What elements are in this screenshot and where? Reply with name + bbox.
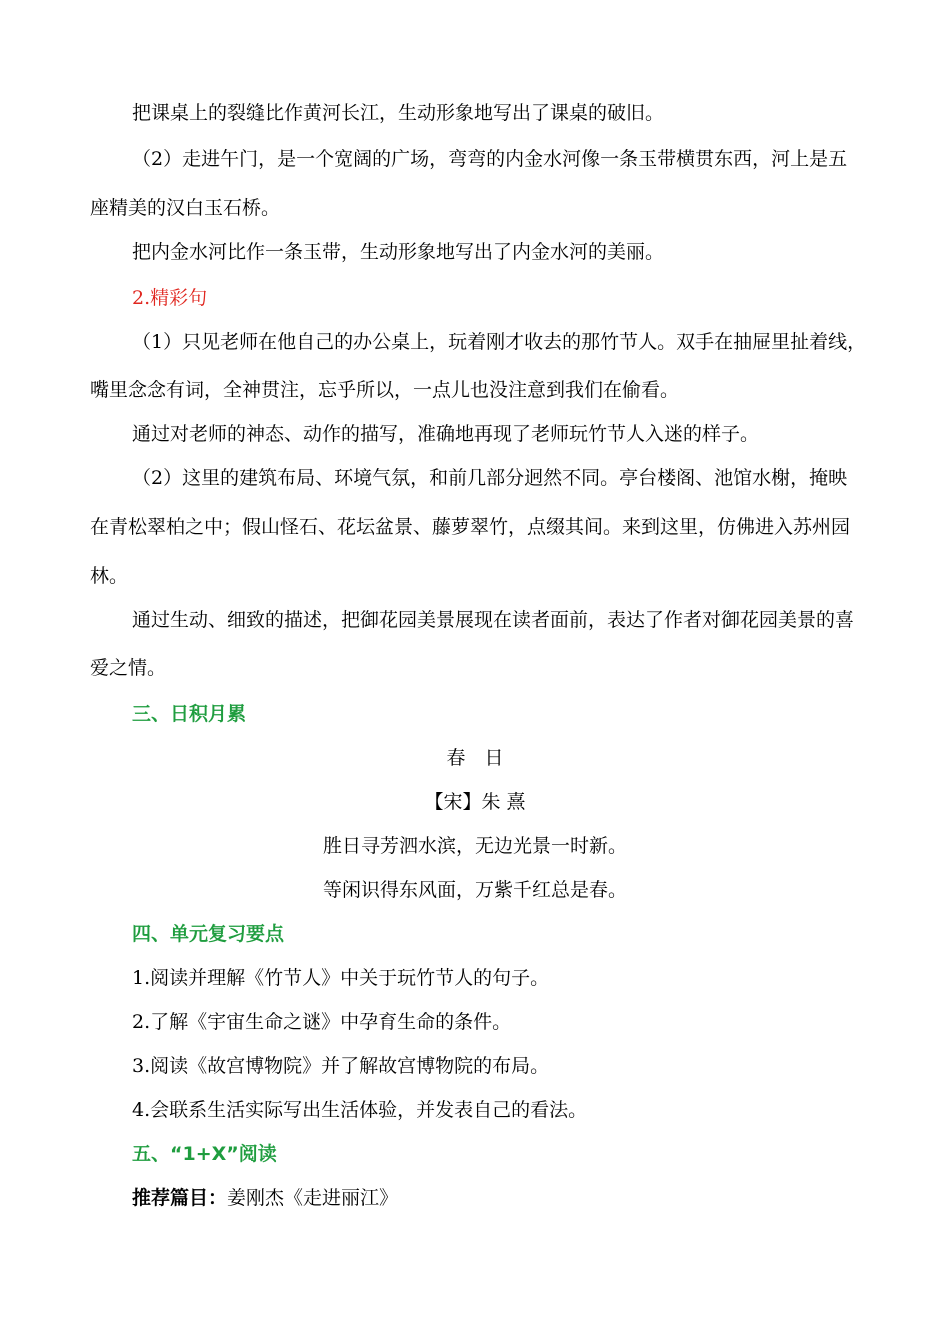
poem-line: 胜日寻芳泗水滨，无边光景一时新。 [322,835,627,857]
recommendation-line [132,1186,398,1210]
paragraph-line: 爱之情。 [90,657,167,679]
recommendation-label: 推荐篇目： [132,1187,228,1209]
poem-title: 春 日 [446,747,504,769]
paragraph-line: 把内金水河比作一条玉带，生动形象地写出了内金水河的美丽。 [132,241,665,263]
paragraph-line: 在青松翠柏之中；假山怪石、花坛盆景、藤萝翠竹，点缀其间。来到这里，仿佛进入苏州园 [90,516,851,538]
paragraph-line: 通过生动、细致的描述，把御花园美景展现在读者面前，表达了作者对御花园美景的喜 [132,609,855,631]
section-heading-4: 四、单元复习要点 [132,923,285,945]
paragraph-line: 座精美的汉白玉石桥。 [90,197,281,219]
poem-line: 等闲识得东风面，万紫千红总是春。 [322,879,627,901]
paragraph-line: 把课桌上的裂缝比作黄河长江，生动形象地写出了课桌的破旧。 [132,102,665,124]
recommendation-value: 姜刚杰《走进丽江》 [227,1187,399,1209]
paragraph-line: 通过对老师的神态、动作的描写，准确地再现了老师玩竹节人入迷的样子。 [132,423,760,445]
subheading-jingcai: 2.精彩句 [132,287,208,309]
list-item: 3.阅读《故宫博物院》并了解故宫博物院的布局。 [132,1055,550,1077]
paragraph-line: （1）只见老师在他自己的办公桌上，玩着刚才收去的那竹节人。双手在抽屉里扯着线， [132,331,867,353]
poem-author: 【宋】朱 熹 [424,791,526,813]
section-heading-5: 五、“1+X”阅读 [132,1143,277,1165]
list-item: 4.会联系生活实际写出生活体验，并发表自己的看法。 [132,1099,588,1121]
paragraph-line: 林。 [90,565,129,587]
paragraph-line: 嘴里念念有词，全神贯注，忘乎所以，一点儿也没注意到我们在偷看。 [90,379,680,401]
list-item: 1.阅读并理解《竹节人》中关于玩竹节人的句子。 [132,967,550,989]
list-item: 2.了解《宇宙生命之谜》中孕育生命的条件。 [132,1011,512,1033]
section-heading-3: 三、日积月累 [132,703,247,725]
paragraph-line: （2）这里的建筑布局、环境气氛，和前几部分迥然不同。亭台楼阁、池馆水榭，掩映 [132,467,848,489]
paragraph-line: （2）走进午门，是一个宽阔的广场，弯弯的内金水河像一条玉带横贯东西，河上是五 [132,148,848,170]
